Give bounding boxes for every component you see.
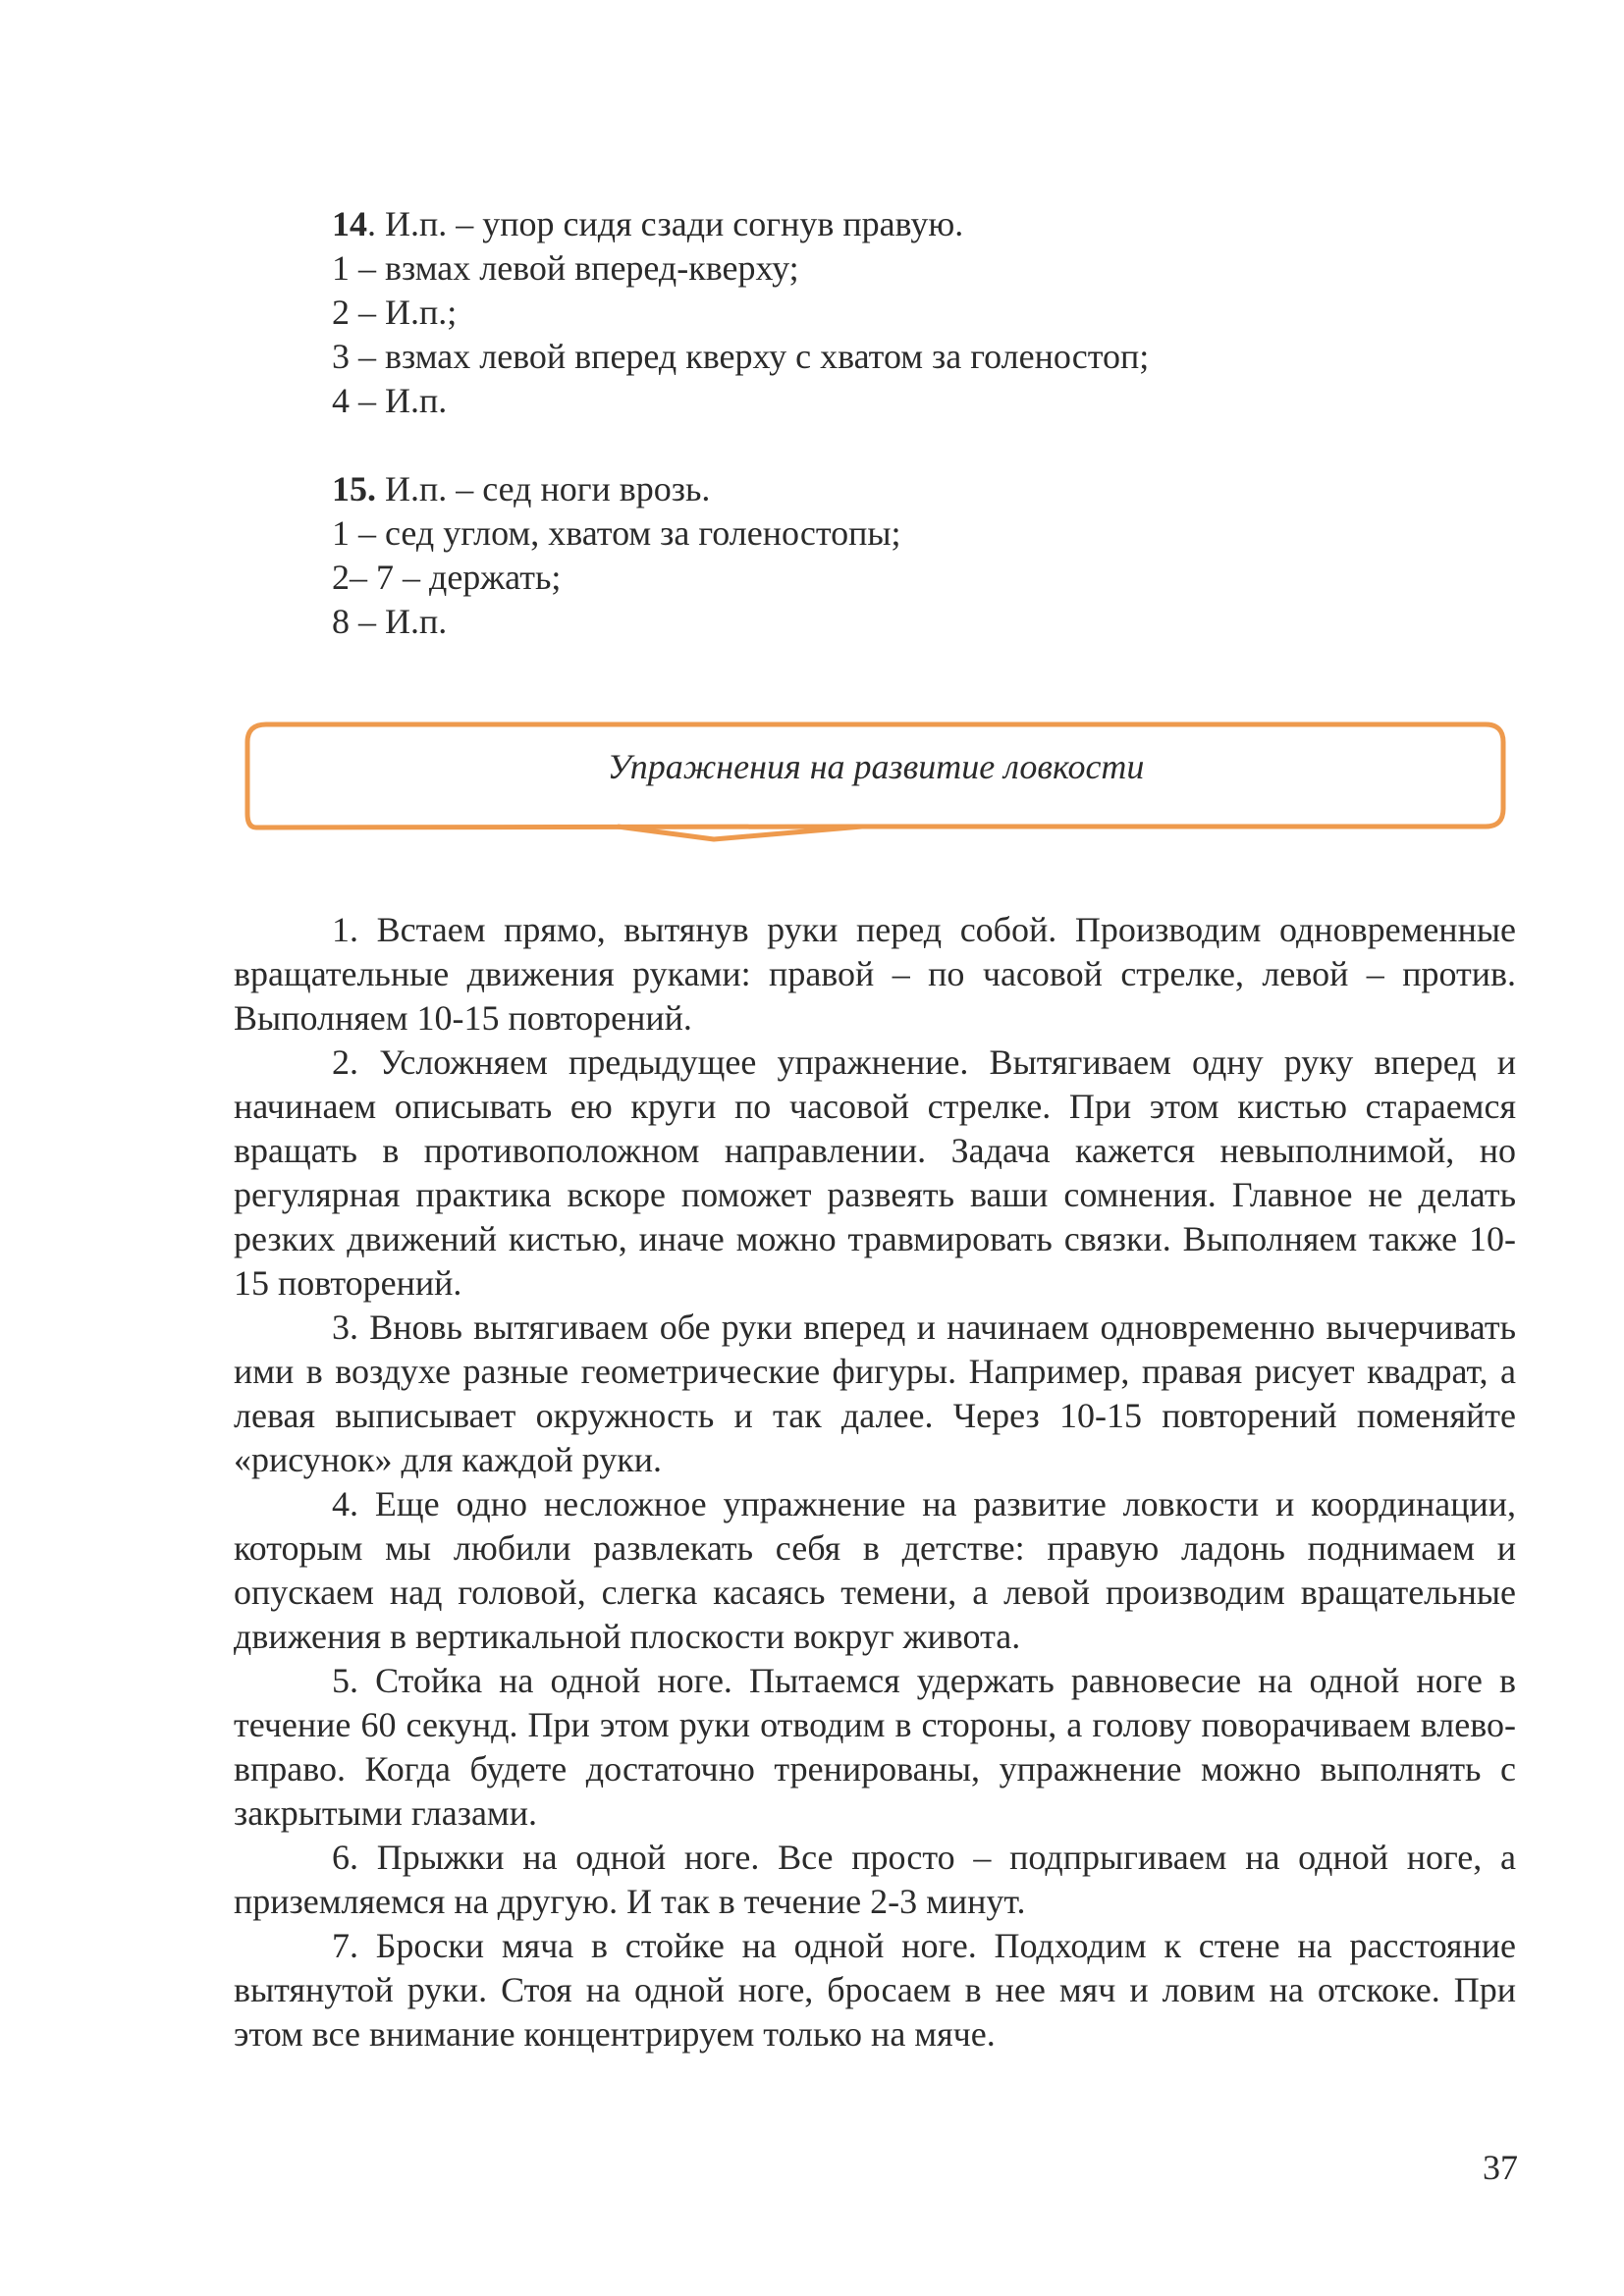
exercise-15-title: И.п. – сед ноги врозь. [376,469,711,508]
exercise-14 [332,202,1314,423]
exercise-15-step: 8 – И.п. [332,602,448,641]
exercise-14-title: . И.п. – упор сидя сзади согнув правую. [367,204,964,243]
exercise-15-step: 2– 7 – держать; [332,558,562,597]
exercise-14-step: 2 – И.п.; [332,293,458,332]
exercise-14-number: 14 [332,204,367,243]
paragraph: 3. Вновь вытягиваем обе руки вперед и начинаем одновременно вычерчивать ими в воздухе разные геометрические фигуры. Например, правая рисует квадрат, а левая выписывает окружность и так далее. Через 10-15 повторений поменяйте «рисунок» для каждой руки. [234,1308,1516,1479]
exercise-14-title-line [332,202,1314,246]
exercise-15-title-line [332,467,1314,511]
paragraph: 4. Еще одно несложное упражнение на развитие ловкости и координации, которым мы любили развлекать себя в детстве: правую ладонь поднимаем и опускаем над головой, слегка касаясь темени, а левой производим вращательные движения в вертикальной плоскости вокруг живота. [234,1484,1516,1656]
exercise-14-step: 1 – взмах левой вперед-кверху; [332,248,799,288]
exercise-15-number: 15. [332,469,376,508]
paragraph: 7. Броски мяча в стойке на одной ноге. Подходим к стене на расстояние вытянутой руки. Стоя на одной ноге, бросаем в нее мяч и ловим на отскоке. При этом все внимание концентрируем только на мяче. [234,1926,1516,2054]
page-number: 37 [1483,2148,1518,2187]
paragraph: 5. Стойка на одной ноге. Пытаемся удержать равновесие на одной ноге в течение 60 секунд. При этом руки отводим в стороны, а голову поворачиваем влево-вправо. Когда будете достаточно тренированы, упражнение можно выполнять с закрытыми глазами. [234,1661,1516,1833]
exercise-list [234,908,1516,2056]
paragraph: 6. Прыжки на одной ноге. Все просто – подпрыгиваем на одной ноге, а приземляемся на другую. И так в течение 2-3 минут. [234,1838,1516,1921]
paragraph: 2. Усложняем предыдущее упражнение. Вытягиваем одну руку вперед и начинаем описывать ею круги по часовой стрелке. При этом кистью стараемся вращать в противоположном направлении. Задача кажется невыполнимой, но регулярная практика вскоре поможет развеять ваши сомнения. Главное не делать резких движений кистью, иначе можно травмировать связки. Выполняем также 10-15 повторений. [234,1042,1516,1303]
exercise-15-step: 1 – сед углом, хватом за голеностопы; [332,513,901,553]
exercise-14-step: 3 – взмах левой вперед кверху с хватом за голеностоп; [332,337,1150,376]
paragraph: 1. Встаем прямо, вытянув руки перед собой. Производим одновременные вращательные движения руками: правой – по часовой стрелке, левой – против. Выполняем 10-15 повторений. [234,910,1516,1038]
section-heading: Упражнения на развитие ловкости [607,747,1145,786]
exercise-14-step: 4 – И.п. [332,381,448,420]
section-heading-box [244,721,1501,822]
exercise-15 [332,467,1314,644]
